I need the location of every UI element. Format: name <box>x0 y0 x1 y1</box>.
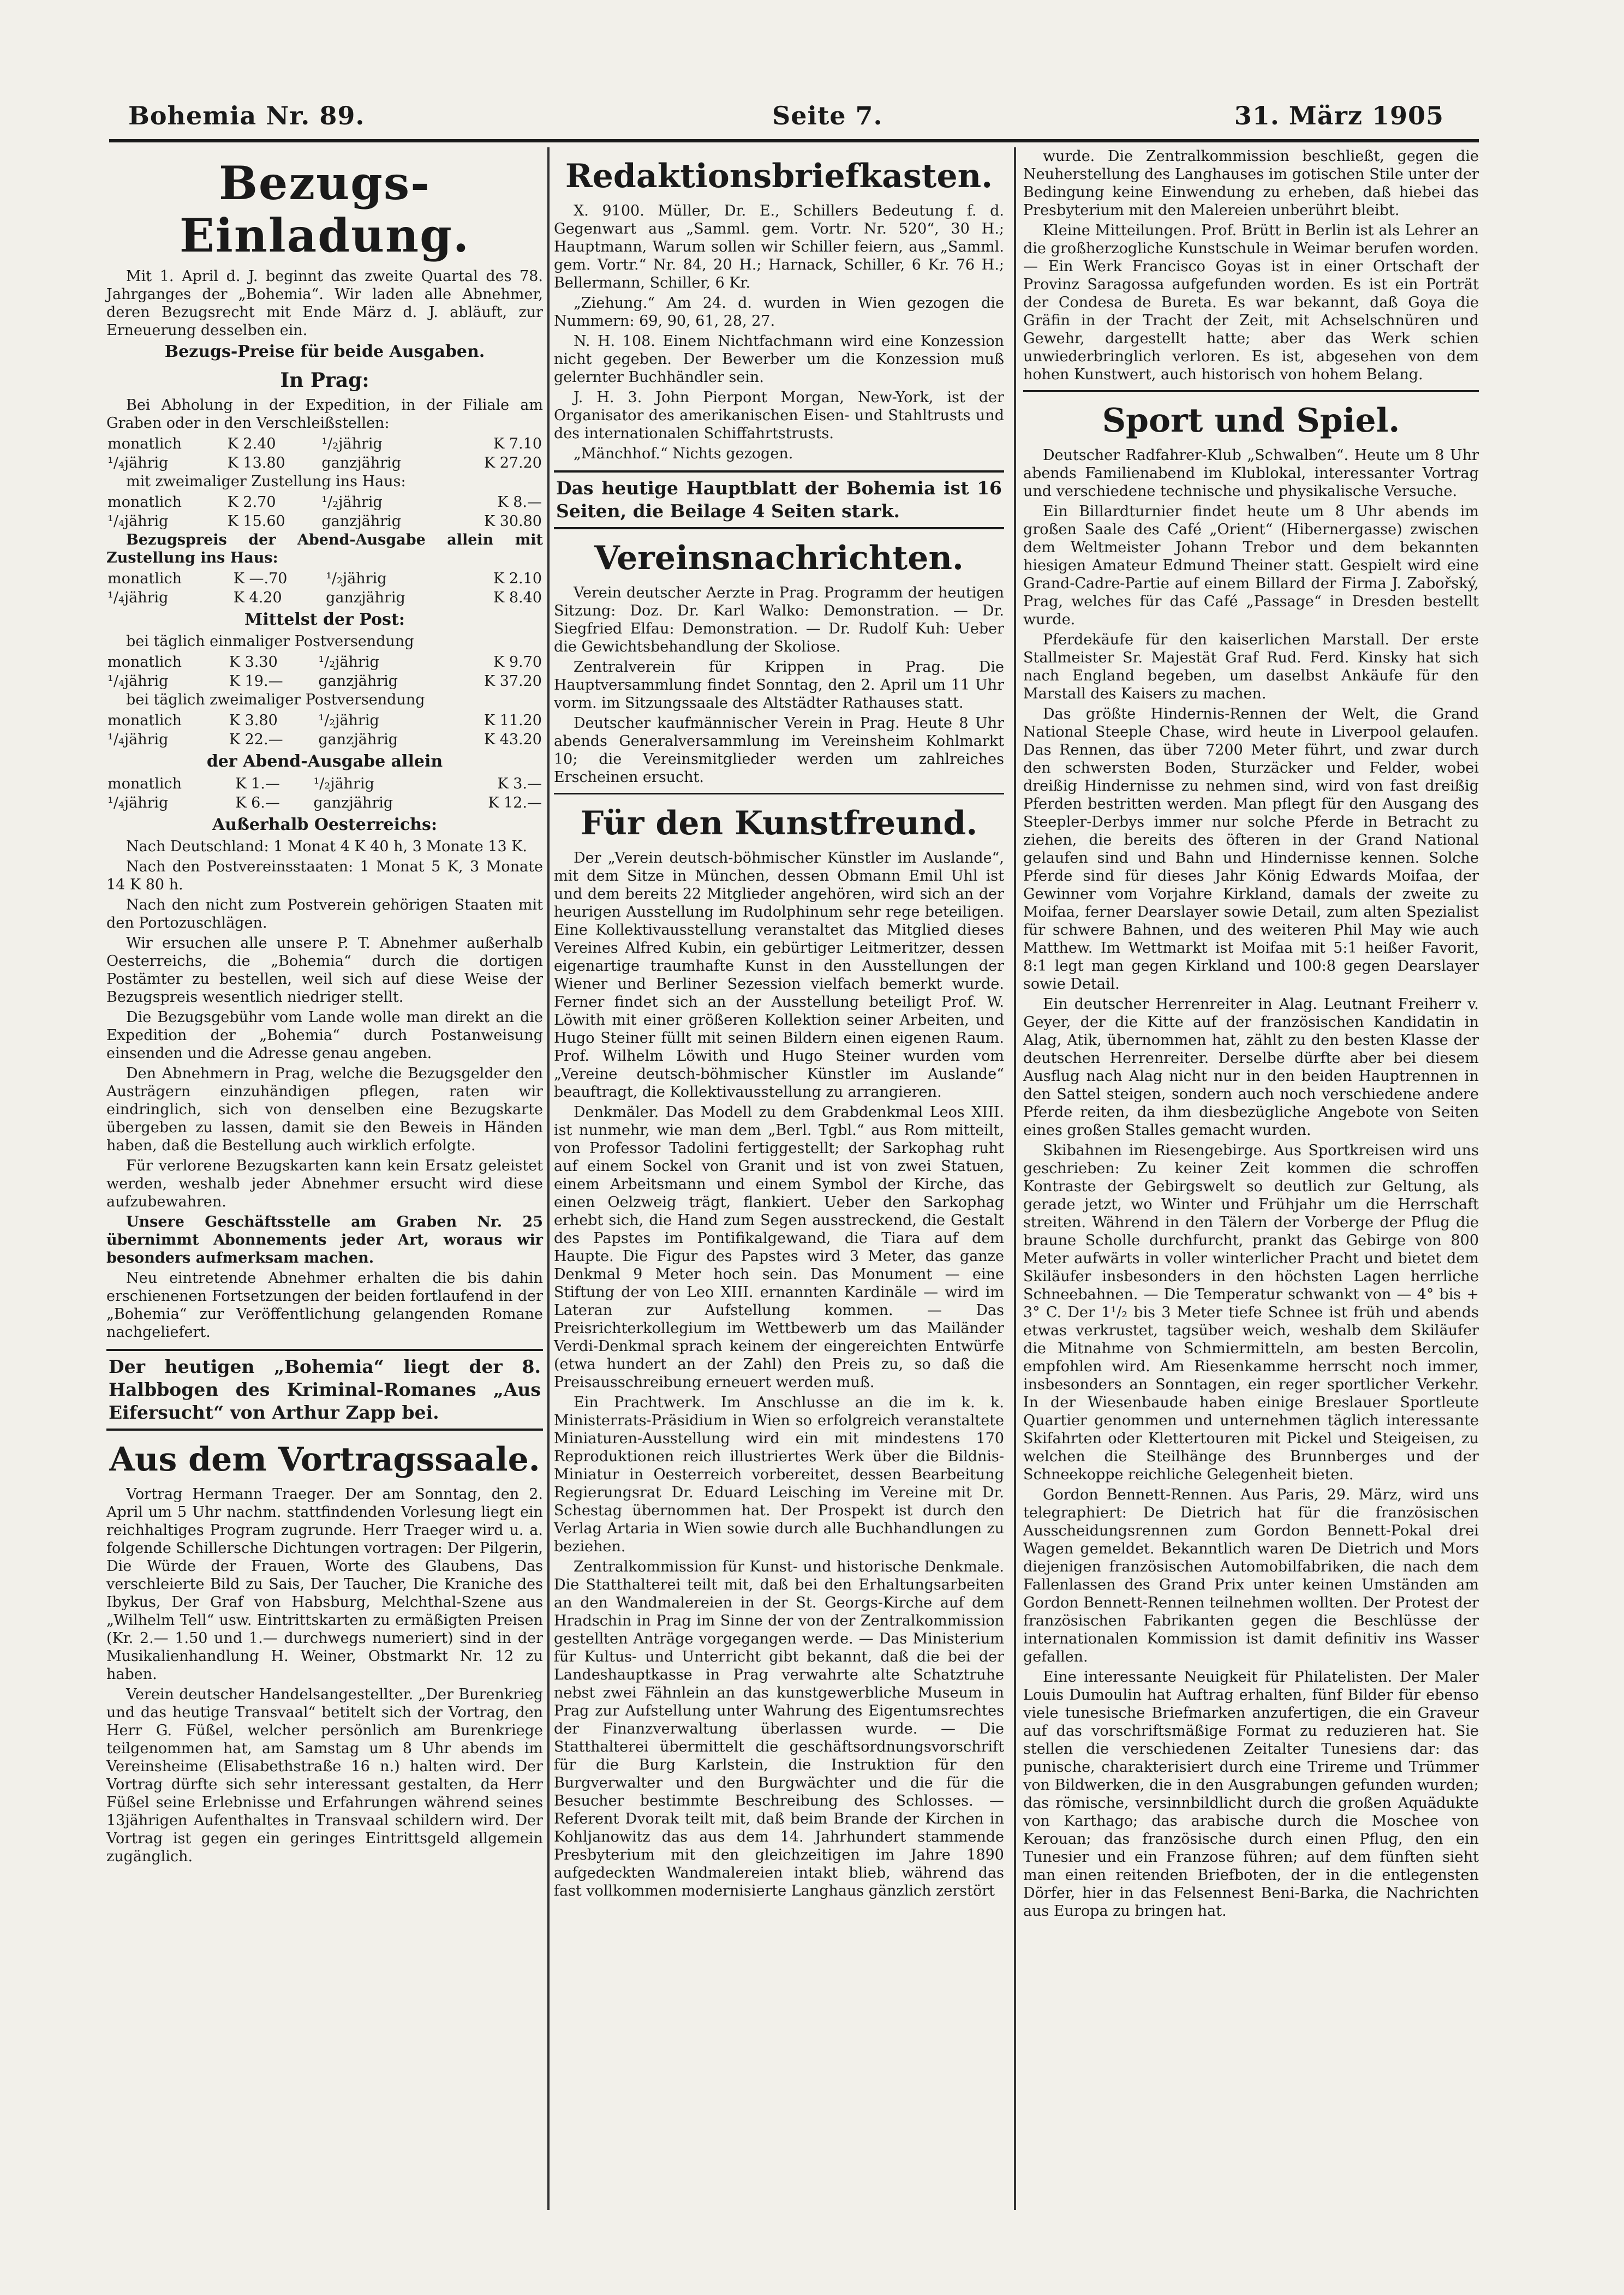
paragraph: N. H. 108. Einem Nichtfachmann wird eine Konzession nicht gegeben. Der Bewerber um die Konzession muß gelernter Buchhändler sein. <box>554 333 1004 386</box>
newspaper-issue: Bohemia Nr. 89. <box>128 101 365 130</box>
paragraph: Unsere Geschäftsstelle am Graben Nr. 25 übernimmt Abonnements jeder Art, woraus wir besonders aufmerksam machen. <box>106 1214 543 1266</box>
issue-date: 31. März 1905 <box>1234 101 1444 130</box>
price-cell: K 37.20 <box>483 673 542 690</box>
post-daily-twice-intro: bei täglich zweimaliger Postversendung <box>126 691 425 708</box>
abroad-germany: Nach Deutschland: 1 Monat 4 K 40 h, 3 Monate 13 K. <box>126 838 527 855</box>
paragraph: J. H. 3. John Pierpont Morgan, New-York, ist der Organisator des amerikanischen Eisen- und Stahltrusts und des internationalen Schiffahrtstrusts. <box>554 389 1004 442</box>
price-cell: K 13.80 <box>227 455 285 471</box>
table-row <box>106 672 543 691</box>
price-cell: ¹/₂jährig <box>318 654 379 671</box>
price-table-prague <box>106 434 543 473</box>
subscription-intro: Mit 1. April d. J. beginnt das zweite Quartal des 78. Jahrganges der „Bohemia“. Wir laden alle Abnehmer, deren Bezugsrecht mit Ende März d. J. abläuft, zur Erneuerung desselben ein. <box>106 268 543 339</box>
table-row <box>106 512 543 531</box>
price-cell: K —.70 <box>233 570 288 587</box>
post-title: Mittelst der Post: <box>244 610 405 629</box>
price-cell: ¹/₄jährig <box>108 589 169 606</box>
price-cell: ¹/₄jährig <box>108 673 169 690</box>
paragraph: „Ziehung.“ Am 24. d. wurden in Wien gezogen die Nummern: 69, 90, 61, 28, 27. <box>554 295 1004 330</box>
sport-title: Sport und Spiel. <box>1102 402 1400 440</box>
letterbox-title: Redaktionsbriefkasten. <box>565 157 993 195</box>
page-header <box>128 101 1444 139</box>
price-cell: K 19.— <box>229 673 283 690</box>
paragraph: Kleine Mitteilungen. Prof. Brütt in Berlin ist als Lehrer an die großherzogliche Kunstschule in Weimar berufen worden. — Ein Werk Francisco Goyas ist in einer Ortschaft der Provinz Saragossa aufgefunden worden. Es ist ein Porträt der Condesa de Bureta. Es war bekannt, daß Goya die Gräfin in der Tracht der Zeit, mit Achselschnüren und Gewehr, dargestellt hatte; aber das Werk schien unwiederbringlich verloren. Es ist, abgesehen von dem hohen Kunstwert, auch historisch von hohem Belang. <box>1023 222 1479 383</box>
paragraph: Denkmäler. Das Modell zu dem Grabdenkmal Leos XIII. ist nunmehr, wie man dem „Berl. Tgbl.“ aus Rom mitteilt, von Professor Tadolini fertiggestellt; der Sarkophag ruht auf einem Sockel von Granit und ist von zwei Statuen, einem Arbeitsmann und einem Symbol der Kirche, das einen Oelzweig trägt, flankiert. Ueber den Sarkophag erhebt sich, die Hand zum Segen ausstreckend, die Gestalt des Papstes im Pontifikalgewand, die Tiara auf dem Haupte. Die Figur des Papstes wird 3 Meter, das ganze Denkmal 9 Meter hoch sein. Das Monument — eine Stiftung der von Leo XIII. ernannten Kardinäle — wird im Lateran zur Aufstellung kommen. — Das Preisrichterkollegium im Wettbewerb um das Mailänder Verdi-Denkmal sprach keinem der eingereichten Entwürfe (etwa hundert an der Zahl) den Preis zu, so daß die Preisausschreibung erneuert werden muß. <box>554 1104 1004 1391</box>
table-row <box>106 453 543 473</box>
price-table-post-twice <box>106 711 543 749</box>
price-cell: K 12.— <box>488 794 542 811</box>
prague-intro: Bei Abholung in der Expedition, in der Filiale am Graben oder in den Verschleißstellen: <box>106 397 543 432</box>
paragraph: Der „Verein deutsch-böhmischer Künstler im Auslande“, mit dem Sitze in München, dessen Obmann Emil Uhl ist und dem bereits 22 Mitglieder angehören, wird sich an der heurigen Ausstellung im Rudolphinum sehr rege beteiligen. Eine Kollektivausstellung veranstaltet das Mitglied dieses Vereines Alfred Kubin, ein gebürtiger Leitmeritzer, dessen eigenartige traumhafte Kunst in den Ausstellungen der Wiener und Berliner Sezession vielfach bemerkt wurde. Ferner findet sich an der Ausstellung beteiligt Prof. W. Löwith mit einer größeren Kollektion seiner Arbeiten, und Hugo Steiner füllt mit seinen Bildern einen eigenen Raum. Prof. Wilhelm Löwith und Hugo Steiner wurden vom „Vereine deutsch-böhmischer Künstler im Auslande“ beauftragt, die Kollektivausstellung zu arrangieren. <box>554 850 1004 1101</box>
price-cell: ganzjährig <box>313 794 393 811</box>
column-divider <box>547 147 550 2210</box>
paragraph: Den Abnehmern in Prag, welche die Bezugsgelder den Austrägern einzuhändigen pflegen, raten wir eindringlich, sich von denselben eine Bezugskarte übergeben zu lassen, damit sie den Beweis in Händen haben, daß die Bestellung auch wirklich erfolgte. <box>106 1065 543 1154</box>
abroad-title: Außerhalb Oesterreichs: <box>212 815 438 834</box>
price-cell: monatlich <box>108 712 182 729</box>
section-rule <box>554 793 1004 794</box>
paragraph: Die Bezugsgebühr vom Lande wolle man direkt an die Expedition der „Bohemia“ durch Postanweisung einsenden und die Adresse genau angeben. <box>106 1009 543 1062</box>
price-cell: ¹/₂jährig <box>318 712 379 729</box>
price-cell: monatlich <box>108 435 182 452</box>
subscription-title: Bezugs-Einladung. <box>179 156 470 262</box>
price-cell: K 3.30 <box>229 654 278 671</box>
price-cell: K 8.— <box>497 494 542 511</box>
price-cell: ganzjährig <box>318 673 398 690</box>
price-table-evening <box>106 569 543 607</box>
price-cell: ganzjährig <box>326 589 405 606</box>
paragraph: Gordon Bennett-Rennen. Aus Paris, 29. März, wird uns telegraphiert: De Dietrich hat für die französischen Ausscheidungsrennen zum Gordon Bennett-Pokal drei Wagen gemeldet. Bekanntlich waren De Dietrich und Mors diejenigen französischen Automobilfabriken, die nach dem Fallenlassen des Grand Prix unter keinen Umständen am Gordon Bennett-Rennen teilnehmen wollten. Der Protest der französischen Fabrikanten gegen die Beschlüsse der internationalen Kommission ist damit definitiv ins Wasser gefallen. <box>1023 1486 1479 1665</box>
price-table-delivery <box>106 493 543 531</box>
price-cell: ¹/₂jährig <box>313 775 374 792</box>
price-cell: ganzjährig <box>321 455 402 471</box>
paragraph: Wir ersuchen alle unsere P. T. Abnehmer außerhalb Oesterreichs, die „Bohemia“ durch die dortigen Postämter zu bestellen, weil sich auf diese Weise der Bezugspreis wesentlich niedriger stellt. <box>106 935 543 1006</box>
paragraph: Verein deutscher Aerzte in Prag. Programm der heutigen Sitzung: Doz. Dr. Karl Walko: Demonstration. — Dr. Siegfried Elfau: Demonstration. — Dr. Rudolf Kuh: Ueber die Gewichtsbehandlung der Skoliose. <box>554 584 1004 655</box>
price-cell: K 4.20 <box>233 589 282 606</box>
column-3 <box>1023 147 1479 1922</box>
price-cell: K 3.— <box>497 775 542 792</box>
price-cell: K 22.— <box>229 731 283 748</box>
price-cell: monatlich <box>108 570 182 587</box>
paragraph: Deutscher kaufmännischer Verein in Prag. Heute 8 Uhr abends Generalversammlung im Vereinsheim Kohlmarkt 10; die Vereinsmitglieder werden um zahlreiches Erscheinen ersucht. <box>554 715 1004 786</box>
paragraph: wurde. Die Zentralkommission beschließt, gegen die Neuherstellung des Langhauses im gotischen Stile unter der Bedingung keine Einwendung zu erheben, daß hiebei das Presbyterium mit den Malereien unberührt bleibt. <box>1023 148 1479 219</box>
paragraph: Für verlorene Bezugskarten kann kein Ersatz geleistet werden, weshalb jeder Abnehmer ersucht wird diese aufzubewahren. <box>106 1157 543 1210</box>
post-evening-title: der Abend-Ausgabe allein <box>206 752 443 771</box>
price-cell: K 15.60 <box>227 513 285 530</box>
association-news-title: Vereinsnachrichten. <box>594 539 964 577</box>
price-cell: ¹/₄jährig <box>108 513 169 530</box>
price-cell: K 27.20 <box>483 455 542 471</box>
paragraph: „Mänchhof.“ Nichts gezogen. <box>574 445 793 462</box>
paragraph: Verein deutscher Handelsangestellter. „Der Burenkrieg und das heutige Transvaal“ betitelt sich der Vortrag, den Herr G. Füßel, welcher persönlich am Burenkriege teilgenommen hat, am Samstag um 8 Uhr abends im Vereinsheime (Elisabethstraße 16 n.) halten wird. Der Vortrag dürfte sich sehr interessant gestalten, da Herr Füßel seine Erlebnisse und Erfahrungen während seines 13jährigen Aufenthaltes in Transvaal schildern wird. Der Vortrag ist gegen ein geringes Eintrittsgeld allgemein zugänglich. <box>106 1686 543 1865</box>
table-row <box>106 493 543 512</box>
price-cell: K 2.10 <box>493 570 542 587</box>
price-cell: K 2.70 <box>227 494 276 511</box>
price-cell: ganzjährig <box>321 513 402 530</box>
page-number: Seite 7. <box>772 101 883 130</box>
paragraph: Eine interessante Neuigkeit für Philatelisten. Der Maler Louis Dumoulin hat Auftrag erhalten, fünf Bilder für ebenso viele tunesische Briefmarken anzufertigen, die ein Graveur auf das vorschriftsmäßige Format zu reduzieren hat. Sie stellen die verschiedenen Zeitalter Tunesiens dar: das punische, charakterisiert durch eine Trireme und Trümmer von Bildwerken, die in den Ausgrabungen gefunden wurden; das römische, versinnbildlicht durch die großen Aquädukte von Karthago; das arabische durch die Moschee von Kerouan; das französische durch einen Pflug, den ein Tunesier und ein Franzose führen; auf dem fünften sieht man einen reitenden Briefboten, der in die entlegensten Dörfer, hier in das Felsennest Beni-Barka, die Nachrichten aus Europa zu bringen hat. <box>1023 1669 1479 1920</box>
price-cell: K 43.20 <box>483 731 542 748</box>
table-row <box>106 711 543 730</box>
table-row <box>106 588 543 607</box>
price-cell: ¹/₄jährig <box>108 455 169 471</box>
paragraph: Skibahnen im Riesengebirge. Aus Sportkreisen wird uns geschrieben: Zu keiner Zeit kommen die schroffen Kontraste der Gebirgswelt so deutlich zur Geltung, als gerade jetzt, wo Winter und Frühjahr um die Herrschaft streiten. Während in den Tälern der Vorberge der Pflug die braune Scholle durchfurcht, prankt das Gebirge von 800 Meter aufwärts in voller winterlicher Pracht und bietet dem Skiläufer insbesonders in den höchsten Lagen herrliche Schneebahnen. — Die Temperatur schwankt von — 4° bis + 3° C. Der 1¹/₂ bis 3 Meter tiefe Schnee ist früh und abends etwas verkrustet, tagsüber weich, weshalb dem Skiläufer die Mitnahme von Schmiermitteln, am besten Bercolin, empfohlen wird. Am Riesenkamme herrscht noch immer, insbesonders an Sonntagen, ein reger sportlicher Verkehr. In der Wiesenbaude haben einige Breslauer Sportleute Quartier genommen und unternehmen täglich interessante Skifahrten oder Klettertouren mit Pickel und Steigeisen, zu welchen die Steilhänge des Brunnberges und der Schneekoppe reichliche Gelegenheit bieten. <box>1023 1142 1479 1483</box>
price-cell: ¹/₄jährig <box>108 731 169 748</box>
table-row <box>106 793 543 812</box>
abroad-postal-union: Nach den Postvereinsstaaten: 1 Monat 5 K, 3 Monate 14 K 80 h. <box>106 858 543 893</box>
paragraph: Zentralkommission für Kunst- und historische Denkmale. Die Statthalterei teilt mit, daß bei den Erhaltungsarbeiten an den Wandmalereien in der St. Georgs-Kirche auf dem Hradschin in Prag im Sinne der von der Zentralkommission gestellten Anträge vorgegangen werde. — Das Ministerium für Kultus- und Unterricht gibt bekannt, daß die bei der Landeshauptkasse in Prag verwahrte alte Schatztruhe nebst zwei Fähnlein an das kunstgewerbliche Museum in Prag zur Aufstellung unter Wahrung des Eigentumsrechtes der Finanzverwaltung überlassen wurde. — Die Statthalterei übermittelt die geschäftsordnungsvorschrift für die Burg Karlstein, die Instruktion für den Burgverwalter und den Burgwächter und die für die Besucher bestimmte Beschreibung des Schlosses. — Referent Dvorak teilt mit, daß beim Brande der Kirchen in Kohljanowitz das aus dem 14. Jahrhundert stammende Presbyterium mit den gleichzeitigen im Jahre 1890 aufgedeckten Wandmalereien intakt blieb, während das fast vollkommen modernisierte Langhaus gänzlich zerstört <box>554 1558 1004 1899</box>
column-2 <box>554 147 1004 1902</box>
paragraph: X. 9100. Müller, Dr. E., Schillers Bedeutung f. d. Gegenwart aus „Samml. gem. Vortr. Nr. 520“, 30 H.; Hauptmann, Warum sollen wir Schiller feiern, aus „Samml. gem. Vortr.“ Nr. 84, 20 H.; Harnack, Schiller, 6 Kr. 76 H.; Bellermann, Schiller, 6 Kr. <box>554 202 1004 291</box>
price-cell: K 2.40 <box>227 435 276 452</box>
table-row <box>106 774 543 793</box>
price-table-post-evening <box>106 774 543 812</box>
table-row <box>106 653 543 672</box>
paragraph: Das größte Hindernis-Rennen der Welt, die Grand National Steeple Chase, wird heute in Liverpool gelaufen. Das Rennen, das über 7200 Meter führt, und zwar durch den schwersten Boden, Sturzäcker und Felder, wobei dreißig Hindernisse zu nehmen sind, wird von fast dreißig Pferden bestritten werden. Man pflegt für den Ausgang des Steepler-Derbys immer nur solche Pferde in Betracht zu ziehen, die bereits des öfteren in der Grand National gelaufen sind und Bahn und Hindernisse kennen. Solche Pferde sind für dieses Jahr König Edwards Moifaa, der Gewinner vom Vorjahre Kirkland, damals der zweite zu Moifaa, ferner Dearslayer sowie Detail, zum alten Spezialist für schwere Bahnen, und des weiteren Phil May wie auch Matthew. Im Wettmarkt ist Moifaa mit 5:1 heißer Favorit, 8:1 legt man gegen Kirkland und 100:8 gegen Dearslayer sowie Detail. <box>1023 706 1479 993</box>
price-cell: monatlich <box>108 775 182 792</box>
post-daily-once-intro: bei täglich einmaliger Postversendung <box>126 633 414 650</box>
price-cell: K 3.80 <box>229 712 278 729</box>
price-cell: K 6.— <box>235 794 280 811</box>
paragraph: Pferdekäufe für den kaiserlichen Marstall. Der erste Stallmeister Sr. Majestät Graf Rud. Ferd. Kinsky hat sich nach England begeben, um daselbst Ankäufe für den Marstall des Kaisers zu machen. <box>1023 631 1479 702</box>
price-cell: K 8.40 <box>493 589 542 606</box>
table-row <box>106 569 543 588</box>
price-cell: K 11.20 <box>483 712 542 729</box>
column-divider <box>1014 147 1016 2210</box>
lecture-hall-title: Aus dem Vortragssaale. <box>109 1441 540 1479</box>
evening-edition-intro: Bezugspreis der Abend-Ausgabe allein mit Zustellung ins Haus: <box>106 531 543 566</box>
price-cell: ¹/₄jährig <box>108 794 169 811</box>
paragraph: Vortrag Hermann Traeger. Der am Sonntag, den 2. April um 5 Uhr nachm. stattfindenden Vorlesung liegt ein reichhaltiges Program zugrunde. Herr Traeger wird u. a. folgende Schillersche Dichtungen vortragen: Der Pilgerin, Die Würde der Frauen, Worte des Glaubens, Das verschleierte Bild zu Sais, Der Taucher, Die Kraniche des Ibykus, Der Graf von Habsburg, Melchthal-Szene aus „Wilhelm Tell“ usw. Eintrittskarten zu ermäßigten Preisen (Kr. 2.— 1.50 und 1.— durchwegs numeriert) sind in der Musikalienhandlung H. Weiner, Obstmarkt Nr. 12 zu haben. <box>106 1486 543 1683</box>
price-cell: K 9.70 <box>493 654 542 671</box>
price-table-post-once <box>106 653 543 691</box>
art-lover-title: Für den Kunstfreund. <box>580 804 978 842</box>
table-row <box>106 434 543 453</box>
price-cell: monatlich <box>108 654 182 671</box>
price-cell: ¹/₂jährig <box>326 570 387 587</box>
paragraph: Zentralverein für Krippen in Prag. Die Hauptversammlung findet Sonntag, den 2. April um 11 Uhr vorm. im Sitzungssaale des Altstädter Rathauses statt. <box>554 659 1004 712</box>
paragraph: Ein Billardturnier findet heute um 8 Uhr abends im großen Saale des Café „Orient“ (Hibernergasse) zwischen dem Weltmeister Johann Trebor und dem bekannten hiesigen Amateur Edmund Theiner statt. Gespielt wird eine Grand-Cadre-Partie auf einem Billard der Firma J. Zabořský, Prag, welches für das Café „Passage“ in Dresden bestellt wurde. <box>1023 503 1479 628</box>
abroad-other: Nach den nicht zum Postverein gehörigen Staaten mit den Portozuschlägen. <box>106 897 543 931</box>
paragraph: Ein Prachtwerk. Im Anschlusse an die im k. k. Ministerrats-Präsidium in Wien so erfolgreich veranstaltete Miniaturen-Ausstellung wird ein mit mindestens 170 Reproduktionen reich illustriertes Werk über die Bildnis-Miniatur in Oesterreich vorbereitet, dessen Bearbeitung Regierungsrat Dr. Eduard Leisching im Vereine mit Dr. Schestag übernommen hat. Der Prospekt ist durch den Verlag Artaria in Wien sowie durch alle Buchhandlungen zu beziehen. <box>554 1394 1004 1555</box>
supplement-notice: Der heutigen „Bohemia“ liegt der 8. Halbbogen des Kriminal-Romanes „Aus Eifersucht“ von Arthur Zapp bei. <box>106 1349 543 1431</box>
header-rule <box>109 139 1479 142</box>
price-cell: K 30.80 <box>483 513 542 530</box>
price-cell: ¹/₂jährig <box>321 494 383 511</box>
prague-title: In Prag: <box>280 369 369 392</box>
price-cell: K 1.— <box>235 775 280 792</box>
table-row <box>106 730 543 749</box>
price-cell: monatlich <box>108 494 182 511</box>
paragraph: Ein deutscher Herrenreiter in Alag. Leutnant Freiherr v. Geyer, der die Kitte auf der französischen Kandidatin in Alag, Atik, übernommen hat, zählt zu den besten Klasse der deutschen Herrenreiter. Derselbe dürfte aber bei diesem Ausflug nach Alag nicht nur in den beiden Hauptrennen in den Sattel steigen, sondern auch noch verschiedene andere Pferde reiten, da ihm diesbezügliche Angebote von Seiten eines großen Stalles gemacht wurden. <box>1023 996 1479 1139</box>
price-cell: ¹/₂jährig <box>321 435 383 452</box>
paragraph: Deutscher Radfahrer-Klub „Schwalben“. Heute um 8 Uhr abends Familienabend im Klublokal, interessanter Vortrag und verschiedene technische und physikalische Versuche. <box>1023 447 1479 500</box>
prague-delivery-intro: mit zweimaliger Zustellung ins Haus: <box>126 473 406 490</box>
column-1 <box>106 147 543 1868</box>
price-cell: ganzjährig <box>318 731 398 748</box>
paragraph: Neu eintretende Abnehmer erhalten die bis dahin erschienenen Fortsetzungen der beiden fortlaufend in der „Bohemia“ zur Veröffentlichung gelangenden Romane nachgeliefert. <box>106 1270 543 1341</box>
prices-title: Bezugs-Preise für beide Ausgaben. <box>164 342 485 361</box>
price-cell: K 7.10 <box>493 435 542 452</box>
section-rule <box>1023 390 1479 392</box>
page-count-notice: Das heutige Hauptblatt der Bohemia ist 16 Seiten, die Beilage 4 Seiten stark. <box>554 470 1004 529</box>
